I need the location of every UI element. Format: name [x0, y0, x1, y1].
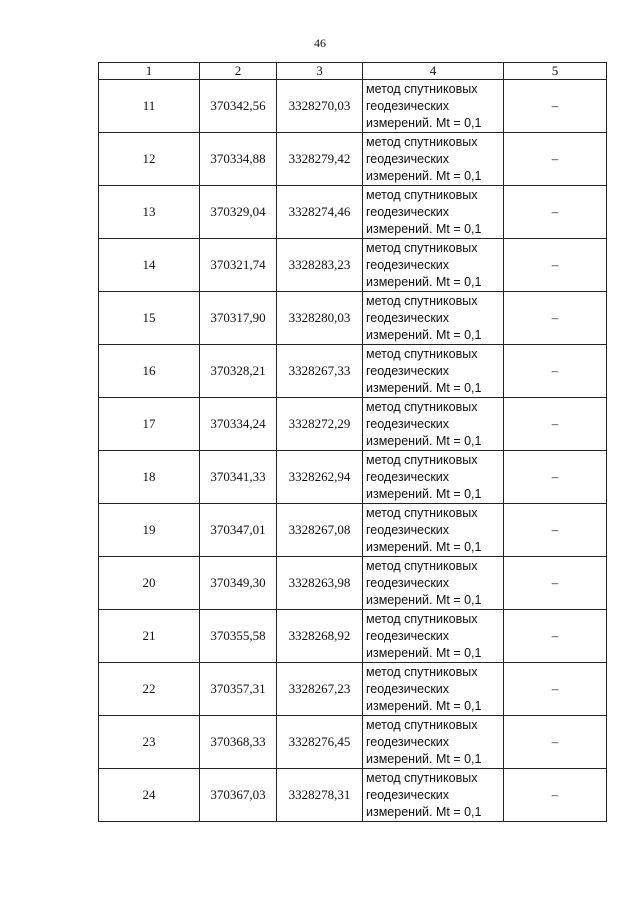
method-cell	[363, 663, 504, 716]
point-number-cell: 19	[99, 504, 200, 557]
method-line: измерений. Mt = 0,1	[366, 274, 482, 289]
method-line: измерений. Mt = 0,1	[366, 380, 482, 395]
y-coordinate-cell: 3328268,92	[277, 610, 363, 663]
method-line: измерений. Mt = 0,1	[366, 115, 482, 130]
y-coordinate-cell: 3328267,23	[277, 663, 363, 716]
method-cell	[363, 80, 504, 133]
table-row	[99, 186, 607, 239]
point-number-cell: 24	[99, 769, 200, 822]
method-line: метод спутниковых	[366, 664, 478, 679]
point-number-cell: 12	[99, 133, 200, 186]
table-row	[99, 398, 607, 451]
method-line: геодезических	[366, 681, 450, 696]
y-coordinate-cell: 3328262,94	[277, 451, 363, 504]
note-cell: –	[504, 186, 607, 239]
note-cell: –	[504, 80, 607, 133]
header-col-3: 3	[277, 63, 363, 80]
method-line: метод спутниковых	[366, 346, 478, 361]
table-row	[99, 451, 607, 504]
method-line: измерений. Mt = 0,1	[366, 751, 482, 766]
note-cell: –	[504, 663, 607, 716]
table-row	[99, 239, 607, 292]
y-coordinate-cell: 3328279,42	[277, 133, 363, 186]
method-line: геодезических	[366, 575, 450, 590]
method-line: геодезических	[366, 628, 450, 643]
method-line: метод спутниковых	[366, 293, 478, 308]
method-line: измерений. Mt = 0,1	[366, 486, 482, 501]
note-cell: –	[504, 133, 607, 186]
table-row	[99, 557, 607, 610]
method-line: геодезических	[366, 416, 450, 431]
point-number-cell: 23	[99, 716, 200, 769]
method-line: геодезических	[366, 151, 450, 166]
point-number-cell: 17	[99, 398, 200, 451]
y-coordinate-cell: 3328274,46	[277, 186, 363, 239]
point-number-cell: 18	[99, 451, 200, 504]
method-line: геодезических	[366, 734, 450, 749]
method-line: метод спутниковых	[366, 717, 478, 732]
point-number-cell: 21	[99, 610, 200, 663]
method-cell	[363, 186, 504, 239]
table-row	[99, 716, 607, 769]
method-cell	[363, 345, 504, 398]
table-row	[99, 504, 607, 557]
y-coordinate-cell: 3328272,29	[277, 398, 363, 451]
method-line: метод спутниковых	[366, 240, 478, 255]
table-row	[99, 292, 607, 345]
method-cell	[363, 769, 504, 822]
x-coordinate-cell: 370317,90	[200, 292, 277, 345]
method-line: геодезических	[366, 469, 450, 484]
note-cell: –	[504, 610, 607, 663]
coordinates-table	[98, 62, 607, 822]
x-coordinate-cell: 370355,58	[200, 610, 277, 663]
x-coordinate-cell: 370367,03	[200, 769, 277, 822]
method-line: измерений. Mt = 0,1	[366, 804, 482, 819]
method-line: геодезических	[366, 363, 450, 378]
table-row	[99, 133, 607, 186]
method-line: метод спутниковых	[366, 505, 478, 520]
table-header-row	[99, 63, 607, 80]
method-cell	[363, 398, 504, 451]
point-number-cell: 22	[99, 663, 200, 716]
header-col-2: 2	[200, 63, 277, 80]
method-cell	[363, 504, 504, 557]
method-line: измерений. Mt = 0,1	[366, 698, 482, 713]
y-coordinate-cell: 3328267,33	[277, 345, 363, 398]
method-line: измерений. Mt = 0,1	[366, 645, 482, 660]
point-number-cell: 20	[99, 557, 200, 610]
method-line: геодезических	[366, 204, 450, 219]
note-cell: –	[504, 292, 607, 345]
note-cell: –	[504, 451, 607, 504]
x-coordinate-cell: 370334,24	[200, 398, 277, 451]
x-coordinate-cell: 370341,33	[200, 451, 277, 504]
method-line: измерений. Mt = 0,1	[366, 433, 482, 448]
note-cell: –	[504, 345, 607, 398]
table-row	[99, 80, 607, 133]
method-line: метод спутниковых	[366, 558, 478, 573]
method-line: геодезических	[366, 787, 450, 802]
header-col-4: 4	[363, 63, 504, 80]
y-coordinate-cell: 3328263,98	[277, 557, 363, 610]
y-coordinate-cell: 3328283,23	[277, 239, 363, 292]
method-line: метод спутниковых	[366, 81, 478, 96]
table-body	[99, 80, 607, 822]
x-coordinate-cell: 370347,01	[200, 504, 277, 557]
y-coordinate-cell: 3328278,31	[277, 769, 363, 822]
x-coordinate-cell: 370328,21	[200, 345, 277, 398]
method-cell	[363, 610, 504, 663]
x-coordinate-cell: 370334,88	[200, 133, 277, 186]
note-cell: –	[504, 557, 607, 610]
y-coordinate-cell: 3328280,03	[277, 292, 363, 345]
x-coordinate-cell: 370329,04	[200, 186, 277, 239]
method-line: метод спутниковых	[366, 611, 478, 626]
method-line: метод спутниковых	[366, 770, 478, 785]
header-col-5: 5	[504, 63, 607, 80]
method-line: измерений. Mt = 0,1	[366, 168, 482, 183]
table-row	[99, 663, 607, 716]
method-line: геодезических	[366, 257, 450, 272]
table-row	[99, 769, 607, 822]
method-line: метод спутниковых	[366, 187, 478, 202]
note-cell: –	[504, 504, 607, 557]
method-line: метод спутниковых	[366, 452, 478, 467]
y-coordinate-cell: 3328276,45	[277, 716, 363, 769]
point-number-cell: 16	[99, 345, 200, 398]
method-line: измерений. Mt = 0,1	[366, 327, 482, 342]
point-number-cell: 11	[99, 80, 200, 133]
method-line: метод спутниковых	[366, 399, 478, 414]
method-line: геодезических	[366, 522, 450, 537]
method-cell	[363, 133, 504, 186]
method-line: измерений. Mt = 0,1	[366, 221, 482, 236]
table-row	[99, 345, 607, 398]
x-coordinate-cell: 370321,74	[200, 239, 277, 292]
method-line: геодезических	[366, 98, 450, 113]
method-line: измерений. Mt = 0,1	[366, 592, 482, 607]
method-cell	[363, 716, 504, 769]
page-number: 46	[314, 36, 326, 50]
x-coordinate-cell: 370342,56	[200, 80, 277, 133]
header-col-1: 1	[99, 63, 200, 80]
note-cell: –	[504, 716, 607, 769]
x-coordinate-cell: 370349,30	[200, 557, 277, 610]
method-cell	[363, 451, 504, 504]
method-cell	[363, 557, 504, 610]
method-line: измерений. Mt = 0,1	[366, 539, 482, 554]
note-cell: –	[504, 769, 607, 822]
note-cell: –	[504, 239, 607, 292]
point-number-cell: 13	[99, 186, 200, 239]
method-cell	[363, 239, 504, 292]
method-cell	[363, 292, 504, 345]
x-coordinate-cell: 370357,31	[200, 663, 277, 716]
note-cell: –	[504, 398, 607, 451]
y-coordinate-cell: 3328267,08	[277, 504, 363, 557]
method-line: геодезических	[366, 310, 450, 325]
point-number-cell: 15	[99, 292, 200, 345]
point-number-cell: 14	[99, 239, 200, 292]
method-line: метод спутниковых	[366, 134, 478, 149]
y-coordinate-cell: 3328270,03	[277, 80, 363, 133]
x-coordinate-cell: 370368,33	[200, 716, 277, 769]
table-row	[99, 610, 607, 663]
